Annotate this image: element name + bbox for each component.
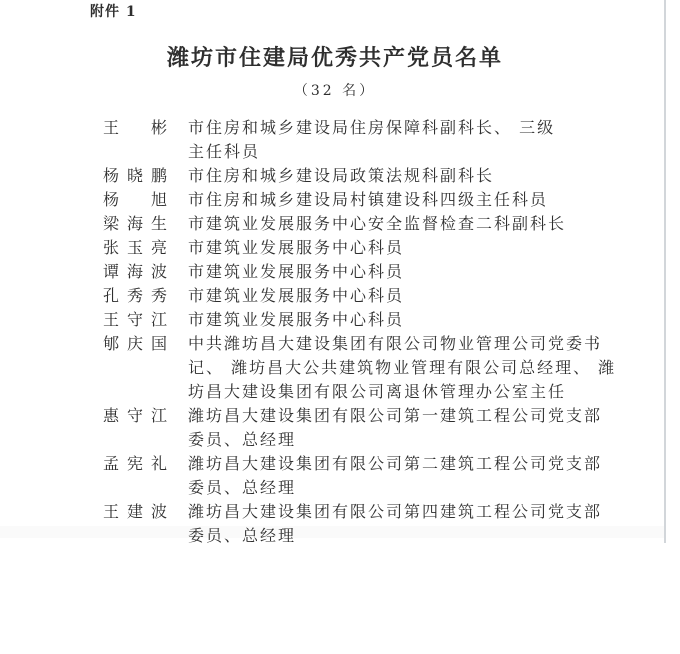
member-name: 张 玉 亮 xyxy=(103,238,167,257)
member-row xyxy=(103,284,663,308)
member-position: 市住房和城乡建设局政策法规科副科长 xyxy=(188,166,495,185)
member-row xyxy=(103,308,663,332)
member-position: 潍坊昌大建设集团有限公司第一建筑工程公司党支部 委员、总经理 xyxy=(188,406,603,449)
member-row xyxy=(103,452,663,500)
member-name: 孔 秀 秀 xyxy=(103,286,167,305)
member-position: 市建筑业发展服务中心科员 xyxy=(188,262,405,281)
members-list xyxy=(103,116,663,548)
member-position: 市住房和城乡建设局住房保障科副科长、 三级 主任科员 xyxy=(188,118,556,161)
member-row xyxy=(103,188,663,212)
attachment-label: 附件 1 xyxy=(90,4,137,20)
member-position: 市建筑业发展服务中心科员 xyxy=(188,286,405,305)
member-name: 谭 海 波 xyxy=(103,262,167,281)
member-row xyxy=(103,164,663,188)
member-row xyxy=(103,236,663,260)
member-position: 潍坊昌大建设集团有限公司第二建筑工程公司党支部 委员、总经理 xyxy=(188,454,603,497)
page-title: 潍坊市住建局优秀共产党员名单 xyxy=(166,45,503,71)
member-name: 王 守 江 xyxy=(103,310,167,329)
member-name: 杨 旭 xyxy=(103,190,167,209)
member-name: 王 彬 xyxy=(103,118,167,137)
member-name: 郇 庆 国 xyxy=(103,334,167,353)
member-position: 市建筑业发展服务中心科员 xyxy=(188,238,405,257)
member-position: 市建筑业发展服务中心科员 xyxy=(188,310,405,329)
member-position: 市住房和城乡建设局村镇建设科四级主任科员 xyxy=(188,190,549,209)
member-name: 梁 海 生 xyxy=(103,214,167,233)
member-row xyxy=(103,404,663,452)
member-position: 中共潍坊昌大建设集团有限公司物业管理公司党委书 记、 潍坊昌大公共建筑物业管理有限公司总经理、 潍 坊昌大建设集团有限公司离退休管理办公室主任 xyxy=(188,334,617,401)
member-row xyxy=(103,212,663,236)
member-row xyxy=(103,500,663,548)
member-row xyxy=(103,116,663,164)
member-name: 杨 晓 鹏 xyxy=(103,166,167,185)
member-row xyxy=(103,260,663,284)
member-row xyxy=(103,332,663,404)
member-name: 惠 守 江 xyxy=(103,406,167,425)
member-position: 市建筑业发展服务中心安全监督检查二科副科长 xyxy=(188,214,567,233)
member-count: （32 名） xyxy=(293,83,377,99)
member-name: 孟 宪 礼 xyxy=(103,454,167,473)
member-position: 潍坊昌大建设集团有限公司第四建筑工程公司党支部 委员、总经理 xyxy=(188,502,603,545)
member-name: 王 建 波 xyxy=(103,502,167,521)
